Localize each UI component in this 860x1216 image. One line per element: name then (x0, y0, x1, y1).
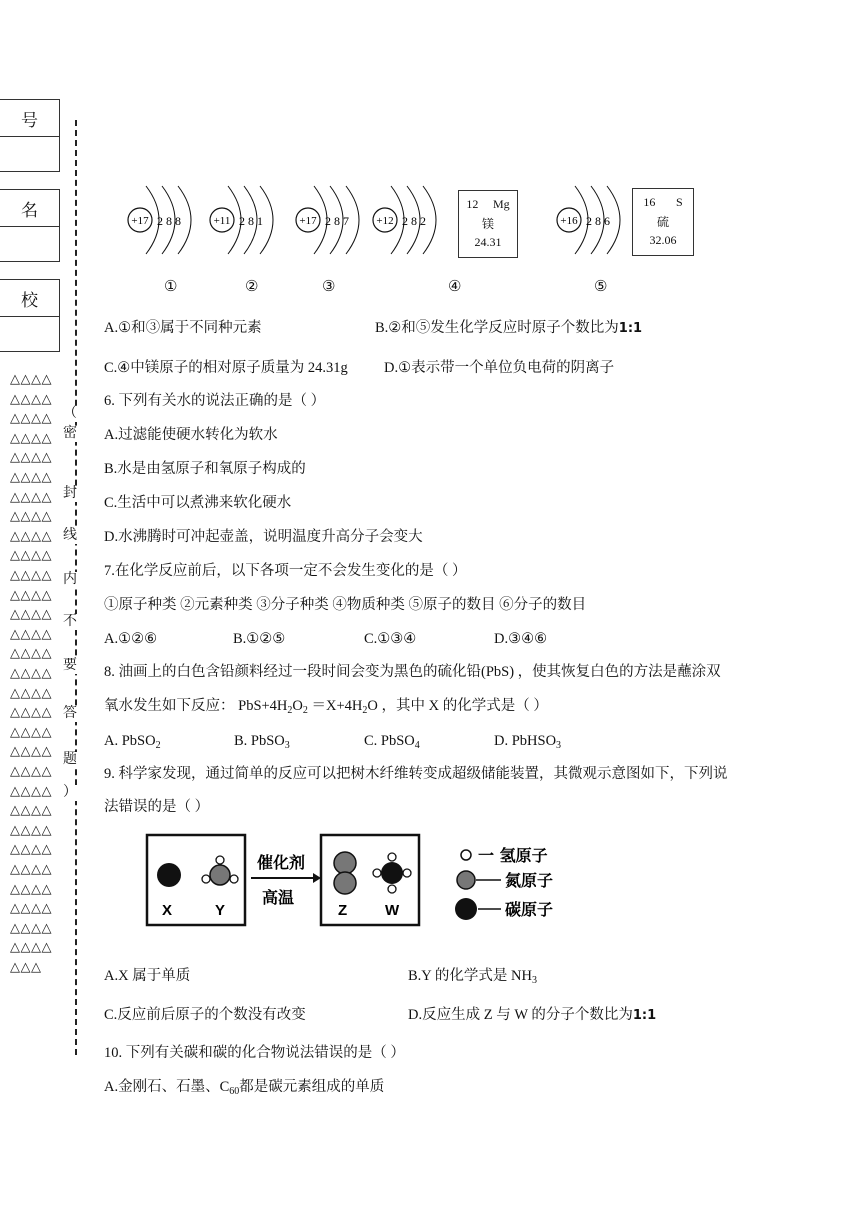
nitrogen-atom-z2 (334, 872, 356, 894)
q9-stem-line1: 9. 科学家发现，通过简单的反应可以把树木纤维转变成超级储能装置，其微观示意图如下，下列说 (104, 766, 728, 782)
triangle-row: △△△△ (10, 391, 52, 407)
triangle-row: △△△△ (10, 548, 52, 564)
seal-char: 要 (60, 658, 80, 674)
triangle-row: △△△△ (10, 430, 52, 446)
figure-label-2: ② (245, 279, 259, 295)
triangle-row: △△△△ (10, 705, 52, 721)
carbon-atom-x (157, 863, 181, 887)
triangle-row: △△△△ (10, 744, 52, 760)
triangle-row: △△△△ (10, 901, 52, 917)
hydrogen-atom-y1 (216, 856, 224, 864)
figure-label-3: ③ (322, 279, 336, 295)
triangle-row: △△△△ (10, 920, 52, 936)
legend-carbon: 碳原子 (505, 900, 554, 919)
q5-option-b: B.②和⑤发生化学反应时原子个数比为1:1 (375, 320, 643, 336)
legend-nitrogen-symbol (457, 871, 475, 889)
triangle-row: △△△△ (10, 450, 52, 466)
q9-option-d: D.反应生成 Z 与 W 的分子个数比为1:1 (408, 1007, 657, 1023)
q6-option-d: D.水沸腾时可冲起壶盖，说明温度升高分子会变大 (104, 529, 423, 545)
q6-option-a: A.过滤能使硬水转化为软水 (104, 427, 278, 443)
triangle-row: △△△△ (10, 528, 52, 544)
triangle-row: △△△△ (10, 626, 52, 642)
triangle-row: △△△△ (10, 411, 52, 427)
s-atomic-number: 16 (643, 195, 656, 209)
figure-label-5: ⑤ (594, 279, 608, 295)
condition-label: 高温 (262, 888, 295, 907)
q7-option-a: A.①②⑥ (104, 631, 158, 647)
seal-char: ） (60, 785, 80, 801)
triangle-row: △△△△ (10, 881, 52, 897)
nitrogen-atom-y (210, 865, 230, 885)
triangle-row: △△△△ (10, 940, 52, 956)
triangle-row: △△△△ (10, 822, 52, 838)
seal-char: 不 (60, 614, 80, 630)
atom-diagram-3 (296, 186, 359, 254)
q9-stem-line2: 法错误的是（ ） (104, 799, 210, 815)
triangle-row: △△△△ (10, 646, 52, 662)
hydrogen-atom-w2 (373, 869, 381, 877)
triangle-row: △△△△ (10, 862, 52, 877)
q8-stem-line2: 氧水发生如下反应： $PbS+4H_2O_2 =X+4H_2O$ ，其中 X 的化学式是（ ） (104, 698, 548, 716)
legend-hydrogen: 一 氢原子 (478, 846, 548, 865)
reaction-microscopic-diagram (145, 833, 605, 933)
student-name-box (0, 189, 60, 262)
magnesium-element-card (458, 190, 518, 258)
triangle-row: △△△△ (10, 509, 52, 525)
label-z: Z (338, 902, 348, 919)
school-label: 校 (0, 280, 59, 317)
q6-option-b: B.水是由氢原子和氧原子构成的 (104, 461, 306, 477)
hydrogen-atom-w3 (403, 869, 411, 877)
q7-option-d: D.③④⑥ (494, 631, 548, 647)
legend-carbon-symbol (455, 898, 477, 920)
atom-diagram-5 (557, 186, 620, 254)
mg-mass: 24.31 (474, 235, 502, 249)
s-symbol: S (675, 195, 683, 209)
student-name-field[interactable] (0, 227, 59, 261)
student-id-label: 号 (0, 100, 59, 137)
figure-label-4: ④ (448, 279, 462, 295)
q8-stem-line1: 8. 油画上的白色含铅颜料经过一段时间会变为黑色的硫化铅(PbS) ，使其恢复白色的方法是蘸涂双 (104, 664, 721, 680)
q7-option-c: C.①③④ (364, 631, 417, 647)
q9-option-c: C.反应前后原子的个数没有改变 (104, 1007, 306, 1023)
mg-atomic-number: 12 (466, 197, 479, 211)
seal-char: 线 (60, 528, 80, 544)
q5-option-a: A.①和③属于不同种元素 (104, 320, 262, 336)
hydrogen-atom-w4 (388, 885, 396, 893)
school-field[interactable] (0, 317, 59, 351)
seal-char: 答 (60, 706, 80, 722)
atom-diagram-4 (373, 186, 436, 254)
q7-option-b: B.①②⑤ (233, 631, 286, 647)
catalyst-label: 催化剂 (257, 853, 306, 872)
atom-structure-figure (120, 170, 710, 300)
shell-electrons: 2 8 1 (239, 214, 263, 228)
label-w: W (385, 902, 400, 919)
legend-hydrogen-symbol (461, 850, 471, 860)
seal-char: 封 (60, 486, 80, 502)
triangle-row: △△△△ (10, 372, 52, 387)
carbon-atom-w (381, 862, 403, 884)
q8-option-d: D. PbHSO$_3$ (494, 733, 562, 751)
q7-stem: 7.在化学反应前后，以下各项一定不会发生变化的是（ ） (104, 563, 467, 579)
student-id-field[interactable] (0, 137, 59, 171)
q9-option-b: B.Y 的化学式是 $NH_3$ (408, 968, 537, 986)
hydrogen-atom-y3 (230, 875, 238, 883)
triangle-row: △△△△ (10, 764, 52, 779)
s-mass: 32.06 (649, 233, 677, 247)
sulfur-element-card (632, 188, 694, 256)
label-y: Y (215, 902, 226, 919)
mg-name: 镁 (481, 217, 494, 231)
student-id-box (0, 99, 60, 172)
q5-option-d: D.①表示带一个单位负电荷的阴离子 (384, 360, 615, 376)
shell-electrons: 2 8 2 (402, 214, 426, 228)
q10-option-a: A.金刚石、石墨、$C_{60}$都是碳元素组成的单质 (104, 1079, 385, 1097)
mg-symbol: Mg (492, 197, 510, 211)
triangle-row: △△△△ (10, 685, 52, 701)
triangle-row: △△△△ (10, 803, 52, 819)
s-name: 硫 (656, 215, 669, 229)
nucleus-charge: +12 (376, 215, 394, 227)
nucleus-charge: +16 (560, 215, 578, 227)
nitrogen-atom-z1 (334, 852, 356, 874)
q6-option-c: C.生活中可以煮沸来软化硬水 (104, 495, 292, 511)
nucleus-charge: +17 (131, 215, 149, 227)
q7-items: ①原子种类 ②元素种类 ③分子种类 ④物质种类 ⑤原子的数目 ⑥分子的数目 (104, 597, 587, 613)
q8-option-a: A. PbSO$_2$ (104, 733, 161, 751)
figure-label-1: ① (164, 279, 178, 295)
hydrogen-atom-w1 (388, 853, 396, 861)
shell-electrons: 2 8 7 (325, 214, 349, 228)
student-name-label: 名 (0, 190, 59, 227)
triangle-row: △△△△ (10, 842, 52, 858)
triangle-row: △△△△ (10, 470, 52, 485)
triangle-row: △△△△ (10, 587, 52, 603)
seal-char: 题 (60, 752, 80, 768)
atom-diagram-1 (128, 186, 191, 254)
nucleus-charge: +17 (299, 215, 317, 227)
seal-char: 密 (60, 426, 80, 442)
hydrogen-atom-y2 (202, 875, 210, 883)
shell-electrons: 2 8 8 (157, 214, 181, 228)
label-x: X (162, 902, 173, 919)
triangle-row: △△△△ (10, 783, 52, 799)
triangle-row: △△△△ (10, 724, 52, 740)
q9-option-a: A.X 属于单质 (104, 968, 191, 984)
legend-nitrogen: 氮原子 (505, 871, 554, 890)
triangle-row: △△△△ (10, 666, 52, 681)
school-box (0, 279, 60, 352)
q6-stem: 6. 下列有关水的说法正确的是（ ） (104, 393, 326, 409)
triangle-row: △△△ (10, 960, 42, 975)
triangle-row: △△△△ (10, 607, 52, 623)
q5-option-c: C.④中镁原子的相对原子质量为 24.31g (104, 360, 348, 376)
nucleus-charge: +11 (213, 215, 231, 227)
q10-stem: 10. 下列有关碳和碳的化合物说法错误的是（ ） (104, 1045, 405, 1061)
q8-option-b: B. PbSO$_3$ (234, 733, 290, 751)
atom-diagram-2 (210, 186, 273, 254)
seal-char: （ (60, 406, 80, 422)
q8-option-c: C. PbSO$_4$ (364, 733, 420, 751)
seal-char: 内 (60, 572, 80, 588)
triangle-row: △△△△ (10, 489, 52, 505)
shell-electrons: 2 8 6 (586, 214, 610, 228)
triangle-row: △△△△ (10, 568, 52, 583)
